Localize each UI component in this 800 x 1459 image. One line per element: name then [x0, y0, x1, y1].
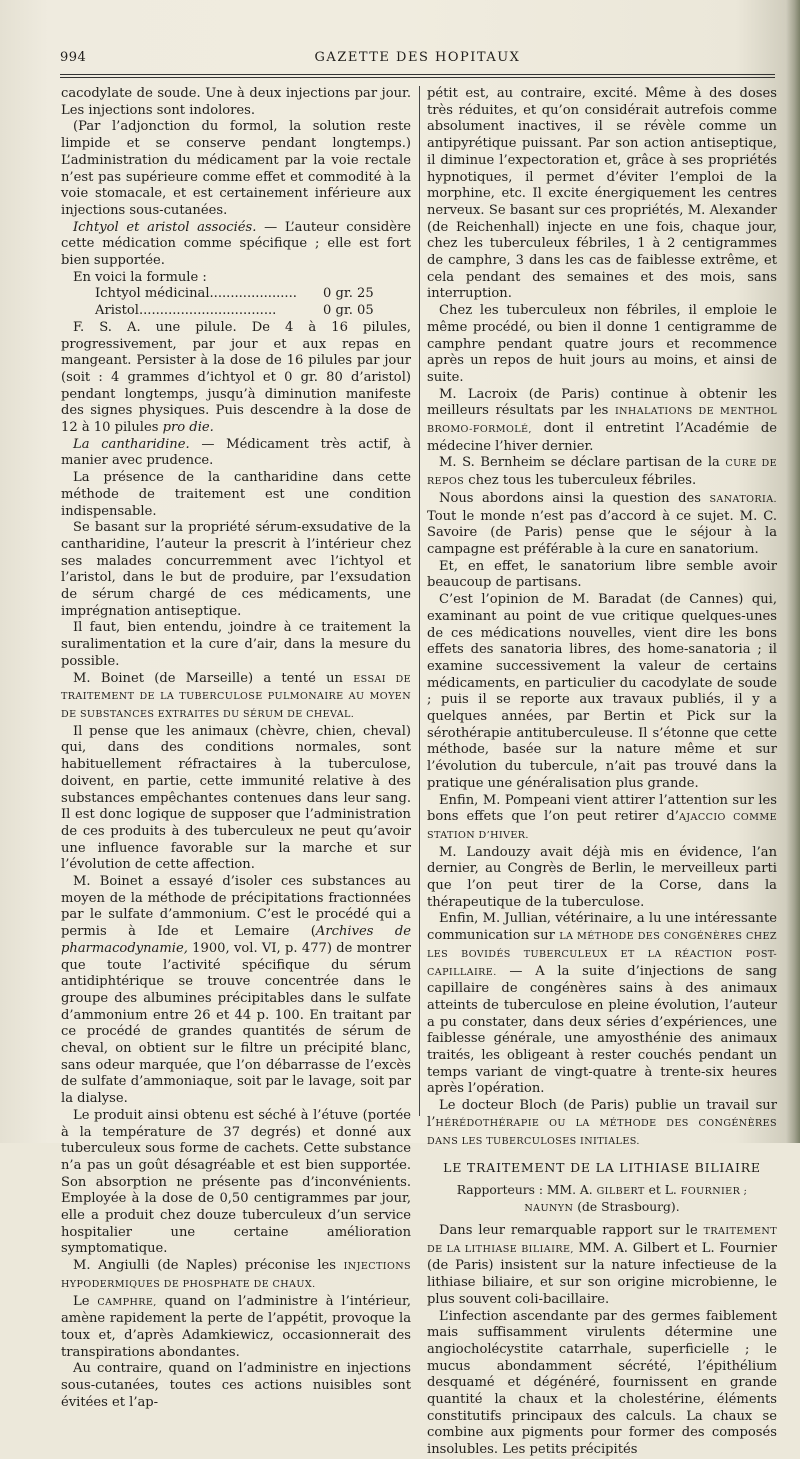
page-edge-shadow — [786, 0, 800, 1143]
paragraph: Chez les tuberculeux non fébriles, il emploie le même procédé, ou bien il donne 1 centigramme de camphre pendant quatre jours et recommence après un repos de huit jours au moins, et ainsi de suite. — [427, 303, 777, 385]
text: M. Boinet a essayé d’isoler ces substances au moyen de la méthode de précipitations fractionnées par le sulfate d’ammonium. C’est le procédé qui a permis à Ide et Lemaire ( — [61, 874, 411, 940]
paragraph: Il faut, bien entendu, joindre à ce traitement la suralimentation et la cure d’air, dans la mesure du possible. — [61, 620, 411, 669]
paragraph: La présence de la cantharidine dans cette méthode de traitement est une condition indispensable. — [61, 470, 411, 519]
text: Dans leur remarquable rapport sur le — [439, 1223, 704, 1238]
paragraph — [61, 671, 411, 724]
smallcaps-text: SANATORIA. — [709, 493, 777, 505]
journal-title: GAZETTE DES HOPITAUX — [314, 50, 521, 65]
paragraph — [61, 1258, 411, 1293]
paragraph: C’est l’opinion de M. Baradat (de Cannes) qui, examinant au point de vue critique quelques-unes de ces médications nouvelles, vient dire les bons effets des sanatoria libres, des home-sanatoria ; il examine successivement la valeur de certains médicaments, en particulier du cacodylate de soude ; puis il se reporte aux travaux publiés, il y a quelques années, par Bertin et Pick sur la sérothérapie antituberculeuse. Il s’étonne que cette méthode, basée sur la nature même et sur l’évolution du tubercule, n’ait pas trouvé dans la pratique une généralisation plus grande. — [427, 592, 777, 791]
paragraph: (Par l’adjonction du formol, la solution reste limpide et se conserve pendant longtemps.) L’administration du médicament par la voie rectale n’est pas supérieure comme effet et commodité à la voie stomacale, et est certainement inférieure aux injections sous-cutanées. — [61, 119, 411, 218]
subheading: Ichtyol et aristol associés. — [73, 219, 257, 235]
formula-dose: 0 gr. 25 — [323, 286, 374, 302]
paragraph — [61, 437, 411, 470]
paragraph: Il pense que les animaux (chèvre, chien, cheval) qui, dans des conditions normales, sont habituellement réfractaires à la tuberculose, doivent, en partie, cette immunité relative à des substances empêchantes contenues dans leur sang. Il est donc logique de supposer que l’administration de ces produits à des tuberculeux ne peut qu’avoir une influence favorable sur la marche et sur l’évolution de cette affection. — [61, 723, 411, 873]
text: Le docteur Bloch (de Paris) publie un travail sur l’ — [427, 1098, 777, 1130]
paragraph — [427, 793, 777, 845]
paragraph — [61, 320, 411, 437]
paragraph: Au contraire, quand on l’administre en injections sous-cutanées, toutes ces actions nuisibles sont évitées et l’ap- — [61, 1361, 411, 1410]
text: F. S. A. une pilule. De 4 à 16 pilules, progressivement, par jour et aux repas en mangeant. Persister à la dose de 16 pilules par jour (soit : 4 grammes d’ichtyol et 0 gr. 80 d’aristol) pendant longtemps, jusqu’à diminution manifeste des signes physiques. Puis descendre à la dose de 12 à 10 pilules — [61, 319, 411, 436]
paragraph: Le produit ainsi obtenu est séché à l’étuve (portée à la température de 37 degrés) et donné aux tuberculeux sous forme de cachets. Cette substance n’a pas un goût désagréable et est bien supportée. Son absorption ne présente pas d’inconvénients. Employée à la dose de 0,50 centigrammes par jour, elle a produit chez douze tuberculeux d’un service hospitalier une certaine amélioration symptomatique. — [61, 1107, 411, 1257]
text: et L. — [644, 1183, 681, 1197]
page-number: 994 — [60, 50, 87, 65]
text: pro die. — [162, 420, 214, 436]
formula-line — [61, 286, 411, 303]
paragraph — [427, 387, 777, 456]
text: — A la suite d’injections de sang capillaire de congénères sains à des animaux atteints de tuberculose en pleine évolution, l’auteur a pu constater, dans deux séries d’expériences, une faiblesse générale, une amyosthénie des animaux traités, les obligeant à rester couchés pendant un temps variant de vingt-quatre à trente-six heures après l’opération. — [427, 963, 777, 1097]
text: MM. A. Gilbert et L. Fournier (de Paris) insistent sur la nature infectieuse de la lithiase biliaire, et sur son origine microbienne, le plus souvent coli-bacillaire. — [427, 1240, 777, 1307]
text: quand on l’administre à l’intérieur, amène rapidement la perte de l’appétit, provoque la toux et, d’après Adamkiewicz, occasionnerait des transpirations abondantes. — [61, 1293, 411, 1360]
text: Enfin, M. Pompeani vient attirer l’attention sur les bons effets que l’on peut retirer d’ — [427, 792, 777, 825]
text: — L’auteur considère cette médication comme spécifique ; elle est fort bien supportée. — [61, 219, 411, 269]
smallcaps-text: CURE DE REPOS — [427, 458, 777, 488]
header-rule-bottom — [60, 77, 775, 78]
paragraph: En voici la formule : — [73, 269, 207, 285]
text: M. Lacroix (de Paris) continue à obtenir les meilleurs résultats par les — [427, 386, 777, 419]
paragraph — [427, 1098, 777, 1150]
paragraph: Et, en effet, le sanatorium libre semble avoir beaucoup de partisans. — [427, 558, 777, 591]
formula-dose: 0 gr. 05 — [323, 303, 374, 319]
left-column — [61, 86, 411, 1412]
smallcaps-text: CAMPHRE, — [97, 1296, 157, 1308]
paragraph: M. Landouzy avait déjà mis en évidence, l’an dernier, au Congrès de Berlin, le merveilleux parti que l’on peut tirer de la Corse, dans la thérapeutique de la tuberculose. — [427, 844, 777, 910]
smallcaps-text: ESSAI DE TRAITEMENT DE LA TUBERCULOSE PULMONAIRE AU MOYEN DE SUBSTANCES EXTRAITES DU SÉRUM DE CHEVAL. — [61, 673, 411, 720]
paragraph — [427, 455, 777, 490]
text: — Médicament très actif, à manier avec prudence. — [61, 436, 411, 469]
smallcaps-text: INJECTIONS HYPODERMIQUES DE PHOSPHATE DE CHAUX. — [61, 1261, 411, 1290]
author-name: GILBERT — [596, 1186, 645, 1197]
paragraph — [427, 1223, 777, 1309]
formula-ingredient: Ichtyol médicinal..................... — [95, 286, 297, 302]
smallcaps-text: INHALATIONS DE MENTHOL BROMO-FORMOLÉ, — [427, 406, 777, 436]
subheading: La cantharidine. — [73, 436, 190, 452]
paragraph — [61, 874, 411, 1108]
text: 1900, vol. VI, p. 477) de montrer que toute l’activité spécifique du sérum antidiphtérique se trouve concentrée dans le groupe des albumines précipitables dans le sulfate d’ammonium entre 26 et 44 p. 100. En traitant par ce procédé de grandes quantités de sérum de cheval, on obtient sur le filtre un précipité blanc, sans odeur marquée, que l’on débarrasse de l’excès de sulfate d’ammoniaque, soit par le lavage, soit par la dialyse. — [61, 940, 411, 1107]
text: Nous abordons ainsi la question des — [439, 490, 710, 506]
smallcaps-text: TRAITEMENT DE LA LITHIASE BILIAIRE, — [427, 1226, 777, 1255]
text: M. Boinet (de Marseille) a tenté un — [73, 670, 354, 686]
citation: Archives de pharmacodynamie, — [61, 924, 411, 956]
rapporteurs-line — [427, 1183, 777, 1216]
author-name: FOURNIER ; — [680, 1186, 748, 1197]
right-column — [427, 86, 777, 1459]
column-separator — [419, 86, 420, 1116]
paragraph — [61, 220, 411, 270]
smallcaps-text: HÉRÉDOTHÉRAPIE OU LA MÉTHODE DES CONGÉNÈRES DANS LES TUBERCULOSES INITIALES. — [427, 1117, 777, 1147]
page-header — [60, 50, 775, 74]
author-name: NAUNYN — [524, 1202, 574, 1214]
paragraph: Se basant sur la propriété sérum-exsudative de la cantharidine, l’auteur la prescrit à l’intérieur chez ses malades concurremment avec l’ichtyol et l’aristol, dans le but de produire, par l’exsudation de sérum chargé de ces médicaments, une imprégnation antiseptique. — [61, 520, 411, 619]
paragraph: pétit est, au contraire, excité. Même à des doses très réduites, et qu’on considérait autrefois comme absolument inactives, il se révèle comme un antipyrétique puissant. Par son action antiseptique, il diminue l’expectoration et, grâce à ses propriétés hypnotiques, il permet d’éviter l’emploi de la morphine, etc. Il excite énergiquement les centres nerveux. Se basant sur ces propriétés, M. Alexander (de Reichenhall) injecte en une fois, chaque jour, chez les tuberculeux fébriles, 1 à 2 centigrammes de camphre, 3 dans les cas de faiblesse extrême, et cela pendant des semaines et des mois, sans interruption. — [427, 86, 777, 302]
paragraph: L’infection ascendante par des germes faiblement mais suffisamment virulents détermine une angiocholécystite catarrhale, superficielle ; le mucus abondamment sécrété, l’épithélium desquamé et dégénéré, fournissent en grande quantité la chaux et la cholestérine, éléments constitutifs principaux des calculs. La chaux se combine aux pigments pour former des composés insolubles. Les petits précipités — [427, 1308, 777, 1458]
paragraph: cacodylate de soude. Une à deux injections par jour. Les injections sont indolores. — [61, 86, 411, 118]
text: M. Angiulli (de Naples) préconise les — [73, 1258, 344, 1274]
formula-line — [61, 303, 411, 320]
smallcaps-text: LA MÉTHODE DES CONGÉNÈRES CHEZ LES BOVIDÉS TUBERCULEUX ET LA RÉACTION POST-CAPILLAIRE. — [427, 931, 777, 978]
paragraph — [427, 491, 777, 559]
smallcaps-text: AJACCIO COMME STATION D’HIVER. — [427, 812, 777, 841]
paragraph — [61, 1294, 411, 1362]
text: (de Strasbourg). — [573, 1199, 680, 1214]
text: Tout le monde n’est pas d’accord à ce sujet. M. C. Savoire (de Paris) pense que le séjour à la campagne est préférable à la cure en sanatorium. — [427, 508, 777, 557]
paragraph — [427, 911, 777, 1098]
text: dont il entretint l’Académie de médecine l’hiver dernier. — [427, 421, 777, 454]
header-rule-top — [60, 74, 775, 75]
text: Le — [73, 1293, 98, 1309]
section-heading: LE TRAITEMENT DE LA LITHIASE BILIAIRE — [443, 1160, 761, 1176]
text: chez tous les tuberculeux fébriles. — [464, 473, 697, 489]
formula-ingredient: Aristol................................. — [95, 303, 277, 319]
text: Enfin, M. Jullian, vétérinaire, a lu une intéressante communication sur — [427, 911, 777, 944]
text: Rapporteurs : MM. A. — [456, 1183, 597, 1197]
text: M. S. Bernheim se déclare partisan de la — [439, 455, 726, 471]
